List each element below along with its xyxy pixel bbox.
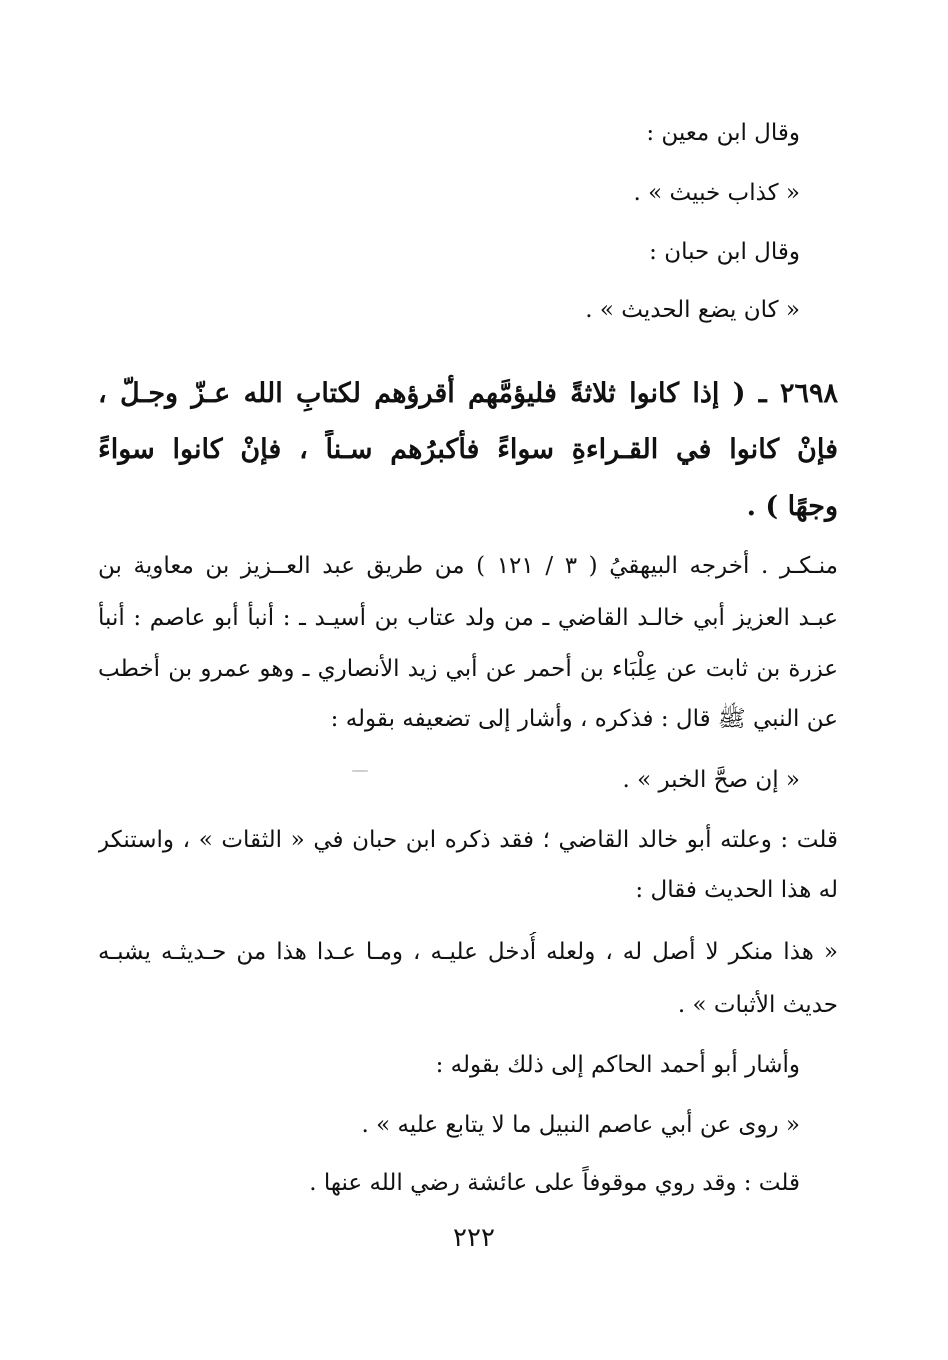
quote-line: حديث الأثبات » . bbox=[677, 992, 838, 1018]
hadith-heading-line: وجهًا ) . bbox=[746, 491, 838, 522]
commentary-line: عبـد العزيز أبي خالـد القاضي ـ من ولد عتاب بن أسيـد ـ : أنبأ أبو عاصم : أنبأ bbox=[98, 605, 838, 631]
quote-line: « روى عن أبي عاصم النبيل ما لا يتابع عليه » . bbox=[361, 1112, 800, 1138]
quote-line: « إن صحَّ الخبر » . bbox=[622, 767, 800, 793]
hadith-heading-line: فإنْ كانوا في القـراءةِ سواءً فأكبرُهم سـناً ، فإنْ كانوا سواءً bbox=[98, 434, 838, 465]
quote-line: « كذاب خبيث » . bbox=[633, 180, 800, 206]
hadith-heading-line: ٢٦٩٨ ـ ( إذا كانوا ثلاثةً فليؤمَّهم أقرؤهم لكتابِ الله عـزّ وجـلّ ، bbox=[98, 378, 838, 409]
scan-speck bbox=[352, 770, 368, 772]
text-line: قلت : وقد روي موقوفاً على عائشة رضي الله عنها . bbox=[309, 1170, 800, 1196]
text-line: وقال ابن حبان : bbox=[649, 239, 800, 265]
commentary-line: عن النبي ﷺ قال : فذكره ، وأشار إلى تضعيفه بقوله : bbox=[330, 706, 838, 732]
page-number: ٢٢٢ bbox=[453, 1223, 495, 1253]
commentary-line: عزرة بن ثابت عن عِلْبَاء بن أحمر عن أبي زيد الأنصاري ـ وهو عمرو بن أخطب bbox=[98, 656, 838, 682]
text-line: وقال ابن معين : bbox=[646, 120, 800, 146]
text-line: وأشار أبو أحمد الحاكم إلى ذلك بقوله : bbox=[435, 1052, 800, 1078]
quote-line: « هذا منكر لا أصل له ، ولعله أُدخل عليـه ، ومـا عـدا هذا من حـديثـه يشبـه bbox=[98, 939, 838, 965]
commentary-line: قلت : وعلته أبو خالد القاضي ؛ فقد ذكره ابن حبان في « الثقات » ، واستنكر bbox=[98, 827, 838, 853]
commentary-line: له هذا الحديث فقال : bbox=[635, 877, 838, 903]
quote-line: « كان يضع الحديث » . bbox=[585, 297, 800, 323]
commentary-line: منـكـر . أخرجه البيهقيُ ( ٣ / ١٢١ ) من طريق عبد العــزيز بن معاوية بن bbox=[98, 553, 838, 579]
